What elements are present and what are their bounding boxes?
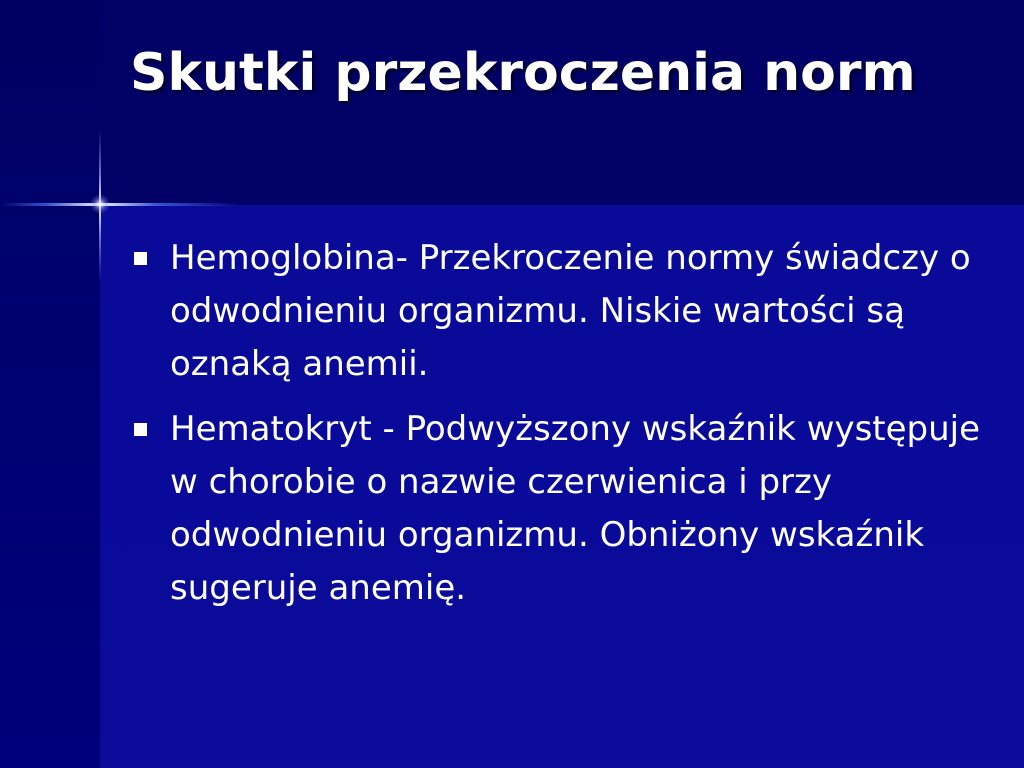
square-bullet-icon: [134, 423, 147, 436]
sparkle-glow: [90, 194, 110, 214]
left-band: [0, 0, 100, 768]
slide-title: Skutki przekroczenia norm: [130, 43, 916, 103]
bullet-text: Hemoglobina- Przekroczenie normy świadczy o odwodnieniu organizmu. Niskie wartości są oznaką anemii.: [170, 238, 971, 384]
bullet-list: [130, 232, 990, 627]
bullet-text: Hematokryt - Podwyższony wskaźnik występuje w chorobie o nazwie czerwienica i przy odwodnieniu organizmu. Obniżony wskaźnik sugeruje anemię.: [170, 409, 981, 608]
bullet-item-hemoglobina: [130, 232, 990, 391]
sparkle-horizontal-line: [0, 203, 240, 206]
square-bullet-icon: [134, 252, 147, 265]
bullet-item-hematokryt: [130, 403, 990, 615]
